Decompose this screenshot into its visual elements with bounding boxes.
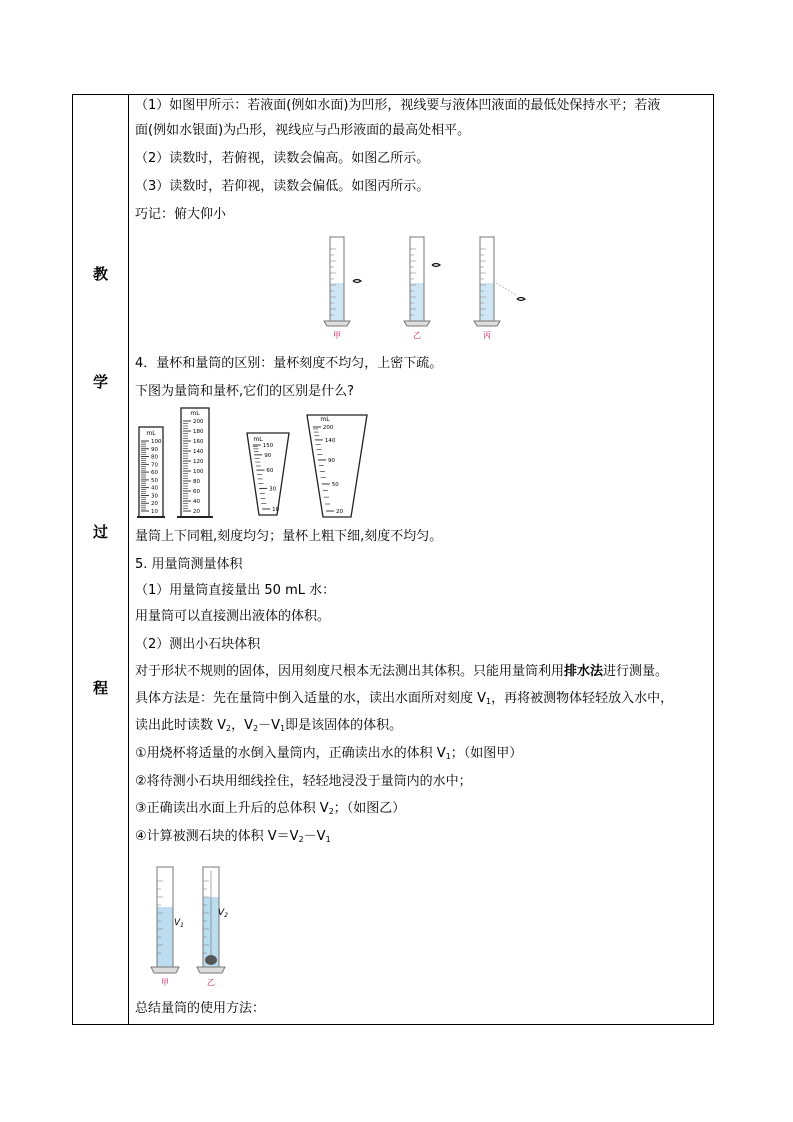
cylinder-small	[137, 427, 165, 517]
text-line: （1）如图甲所示：若液面(例如水面)为凹形，视线要与液体凹液面的最低处保持水平；若液	[135, 98, 661, 113]
figure-caption: 乙	[413, 331, 421, 340]
tick-label: 50	[151, 477, 158, 484]
tick-label: 120	[193, 459, 204, 465]
text-line: 面(例如水银面)为凸形，视线应与凸形液面的最高处相平。	[135, 123, 471, 138]
text-line: 具体方法是：先在量筒中倒入适量的水，读出水面所对刻度 $V_1$，再将被测物体轻轻放入水中，	[135, 691, 674, 706]
figure-caption: 甲	[333, 331, 341, 340]
figure-caption: 丙	[483, 331, 491, 340]
side-label-guo: 过	[92, 523, 108, 541]
text-line: 巧记：俯大仰小	[135, 207, 227, 222]
cylinder-yi	[197, 867, 228, 987]
unit-label: mL	[190, 410, 200, 417]
text-line: ④计算被测石块的体积 $V=V_2-V_1$	[135, 829, 331, 844]
column-divider	[128, 95, 129, 1024]
reading-method-figure	[320, 231, 530, 345]
eye-icon	[517, 298, 525, 301]
cylinder-vs-cup-figure	[137, 405, 377, 523]
tick-label: 80	[151, 454, 158, 461]
cup-large	[307, 415, 367, 517]
tick-label: 10	[151, 509, 158, 515]
tick-label: 20	[193, 509, 200, 515]
figure-caption: 甲	[161, 978, 169, 987]
text-line: （1）用量筒直接量出 50 mL 水：	[135, 583, 336, 598]
tick-label: 60	[193, 489, 200, 495]
tick-label: 140	[193, 449, 204, 455]
text-line: 下图为量筒和量杯,它们的区别是什么?	[135, 384, 355, 399]
text-line: 用量筒可以直接测出液体的体积。	[135, 609, 331, 624]
tick-label: 100	[151, 439, 162, 445]
tick-label: 160	[193, 439, 204, 445]
text-line: 5. 用量筒测量体积	[135, 557, 243, 572]
unit-label: mL	[146, 430, 156, 437]
cylinder-yi	[404, 237, 440, 340]
volume-label: $V_1$	[174, 918, 184, 929]
cylinder-tall	[177, 408, 213, 517]
text-line: ①用烧杯将适量的水倒入量筒内，正确读出水的体积 $V_1$；（如图甲）	[135, 746, 523, 761]
tick-label: 50	[331, 481, 339, 488]
eye-icon	[432, 264, 440, 267]
tick-label: 90	[264, 452, 272, 459]
tick-label: 30	[269, 486, 277, 493]
tick-label: 90	[151, 446, 158, 453]
tick-label: 40	[151, 485, 158, 492]
text-line: 对于形状不规则的固体，因用刻度尺根本无法测出其体积。只能用量筒利用排水法进行测量。	[135, 664, 669, 679]
cylinder-jia	[151, 867, 184, 987]
lesson-table	[72, 94, 714, 1025]
text-line: ③正确读出水面上升后的总体积 $V_2$；（如图乙）	[135, 801, 406, 816]
volume-label: $V_2$	[218, 908, 228, 919]
tick-label: 180	[193, 429, 204, 435]
text-line: 读出此时读数 $V_2$，$V_2-V_1$即是该固体的体积。	[135, 718, 403, 733]
tick-label: 150	[262, 443, 274, 449]
tick-label: 20	[336, 509, 344, 515]
tick-label: 20	[151, 501, 158, 508]
unit-label: mL	[320, 416, 330, 423]
tick-label: 40	[193, 499, 200, 505]
stone-volume-figure	[145, 861, 245, 991]
tick-label: 30	[151, 493, 158, 500]
text-line: 量筒上下同粗,刻度均匀；量杯上粗下细,刻度不均匀。	[135, 529, 443, 544]
tick-label: 70	[151, 462, 158, 469]
text-line: ②将待测小石块用细线拴住，轻轻地浸没于量筒内的水中；	[135, 774, 472, 789]
eye-icon	[353, 280, 361, 283]
tick-label: 200	[193, 419, 204, 425]
tick-label: 200	[322, 425, 334, 431]
cylinder-jia	[324, 237, 361, 340]
keyword-drainage-method: 排水法	[564, 664, 604, 679]
text-line: （3）读数时，若仰视，读数会偏低。如图丙所示。	[135, 179, 430, 194]
figure-caption: 乙	[207, 978, 215, 987]
tick-label: 140	[324, 437, 336, 444]
tick-label: 60	[151, 470, 158, 477]
side-label-xue: 学	[92, 373, 108, 391]
side-label-jiao: 教	[92, 265, 108, 283]
cup-small	[247, 433, 289, 515]
unit-label: mL	[253, 436, 263, 443]
tick-label: 90	[328, 457, 336, 464]
text-line: （2）测出小石块体积	[135, 637, 261, 652]
side-label-cheng: 程	[92, 679, 108, 697]
stone-icon	[205, 955, 217, 965]
tick-label: 80	[193, 479, 200, 485]
tick-label: 100	[193, 469, 204, 475]
text-line: 4．量杯和量筒的区别：量杯刻度不均匀，上密下疏。	[135, 356, 443, 371]
text-line: （2）读数时，若俯视，读数会偏高。如图乙所示。	[135, 151, 430, 166]
tick-label: 60	[266, 468, 274, 475]
cylinder-bing	[474, 237, 525, 340]
tick-label: 10	[272, 507, 280, 513]
text-line: 总结量筒的使用方法：	[135, 1001, 266, 1016]
